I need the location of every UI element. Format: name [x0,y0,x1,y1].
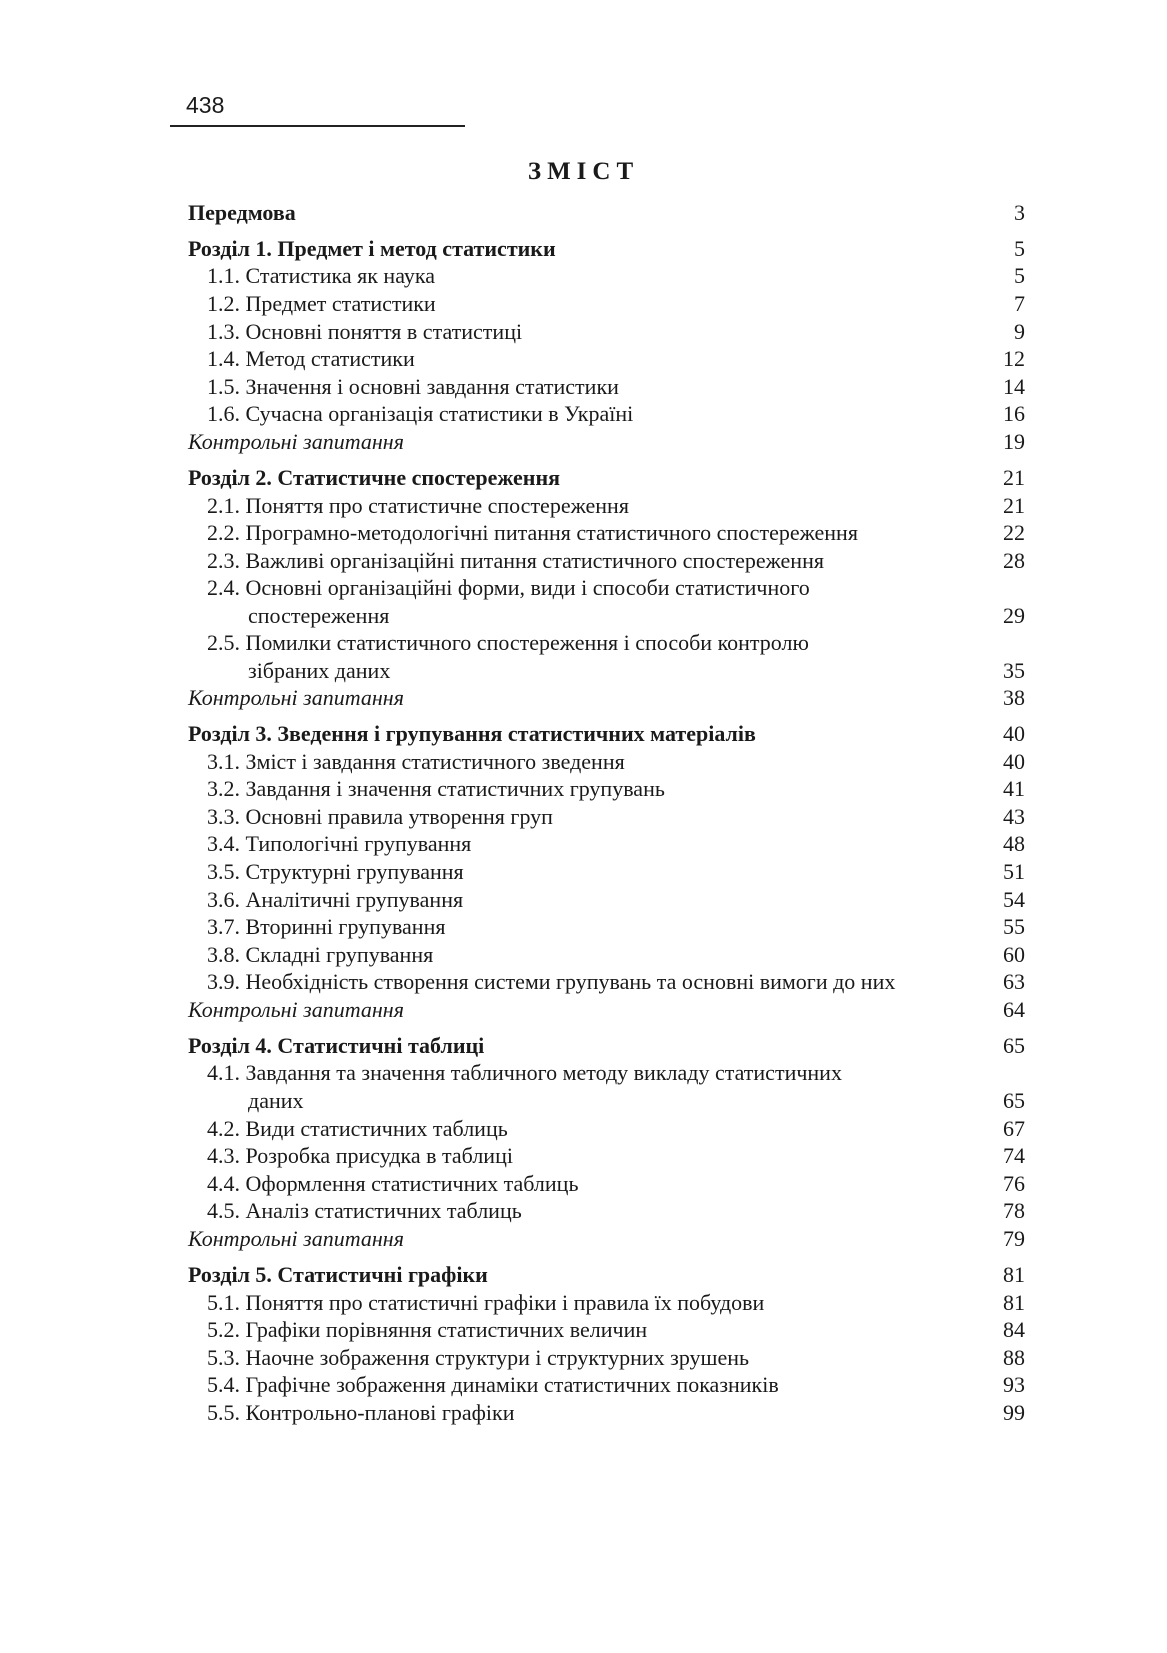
toc-entry [0,1031,1167,1061]
toc-entry [0,1224,1167,1254]
toc-page-number: 5 [1014,263,1025,288]
toc-entry [0,829,1167,859]
toc-questions-label: Контрольні запитання [188,997,404,1022]
toc-entry [0,628,1167,658]
toc-page-number: 93 [1003,1372,1025,1397]
toc-entry-label: спостереження [248,603,390,628]
toc-page-number: 65 [1003,1088,1025,1113]
toc-entry [0,344,1167,374]
toc-entry-label: 2.3. Важливі організаційні питання статистичного спостереження [207,548,824,573]
toc-entry [0,774,1167,804]
toc-entry-label: 4.2. Види статистичних таблиць [207,1116,508,1141]
header-rule [170,125,465,127]
toc-entry [0,1141,1167,1171]
toc-entry [0,885,1167,915]
toc-entry [0,1196,1167,1226]
toc-page-number: 35 [1003,658,1025,683]
toc-page-number: 64 [1003,997,1025,1022]
toc-page-number: 21 [1003,465,1025,490]
toc-page-number: 21 [1003,493,1025,518]
toc-page-number: 76 [1003,1171,1025,1196]
toc-entry [0,995,1167,1025]
toc-page-number: 19 [1003,429,1025,454]
toc-entry-label: 3.9. Необхідність створення системи групувань та основні вимоги до них [207,969,896,994]
toc-entry [0,1343,1167,1373]
toc-entry [0,198,1167,228]
toc-entry [0,912,1167,942]
toc-page-number: 14 [1003,374,1025,399]
toc-section-title: Розділ 3. Зведення і групування статистичних матеріалів [188,721,756,746]
toc-page-number: 81 [1003,1290,1025,1315]
toc-entry [0,940,1167,970]
toc-entry-label: 1.3. Основні поняття в статистиці [207,319,523,344]
toc-section-title: Передмова [188,200,296,225]
toc-page-number: 55 [1003,914,1025,939]
toc-entry-label: 5.4. Графічне зображення динаміки статистичних показників [207,1372,779,1397]
toc-page-number: 12 [1003,346,1025,371]
toc-entry [0,1398,1167,1428]
toc-entry-label: 4.4. Оформлення статистичних таблиць [207,1171,579,1196]
toc-entry-label: 3.8. Складні групування [207,942,434,967]
toc-entry-label: 3.1. Зміст і завдання статистичного зведення [207,749,625,774]
toc-entry-label: 1.4. Метод статистики [207,346,415,371]
toc-entry [0,857,1167,887]
toc-entry [0,1370,1167,1400]
toc-entry-label: 3.5. Структурні групування [207,859,464,884]
toc-page-number: 5 [1014,236,1025,261]
toc-entry [0,372,1167,402]
toc-entry-label: 1.2. Предмет статистики [207,291,436,316]
toc-entry-label: 3.6. Аналітичні групування [207,887,464,912]
toc-page-number: 88 [1003,1345,1025,1370]
toc-page-number: 43 [1003,804,1025,829]
toc-page-number: 79 [1003,1226,1025,1251]
toc-entry-label: 4.1. Завдання та значення табличного методу викладу статистичних [207,1060,842,1085]
toc-title: ЗМІСТ [527,158,640,185]
toc-page-number: 38 [1003,685,1025,710]
toc-entry-label: 1.1. Статистика як наука [207,263,435,288]
toc-entry-label: зібраних даних [248,658,391,683]
toc-entry-label: 4.3. Розробка присудка в таблиці [207,1143,513,1168]
toc-questions-label: Контрольні запитання [188,429,404,454]
toc-entry [0,1114,1167,1144]
toc-questions-label: Контрольні запитання [188,1226,404,1251]
toc-entry [0,463,1167,493]
toc-page-number: 67 [1003,1116,1025,1141]
toc-entry [0,427,1167,457]
toc-page-number: 16 [1003,401,1025,426]
toc-entry [0,399,1167,429]
toc-entry-label: 3.2. Завдання і значення статистичних групувань [207,776,665,801]
toc-entry-label: 3.4. Типологічні групування [207,831,472,856]
toc-entry-label: 1.5. Значення і основні завдання статистики [207,374,619,399]
toc-section-title: Розділ 2. Статистичне спостереження [188,465,561,490]
toc-entry [0,1169,1167,1199]
toc-entry-label: 3.7. Вторинні групування [207,914,446,939]
toc-entry-label: 2.5. Помилки статистичного спостереження і способи контролю [207,630,809,655]
toc-entry-label: 5.1. Поняття про статистичні графіки і правила їх побудови [207,1290,765,1315]
toc-entry-label: 5.2. Графіки порівняння статистичних величин [207,1317,648,1342]
toc-page-number: 29 [1003,603,1025,628]
toc-entry [0,967,1167,997]
toc-page-number: 51 [1003,859,1025,884]
toc-entry [0,573,1167,603]
toc-page-number: 63 [1003,969,1025,994]
toc-section-title: Розділ 5. Статистичні графіки [188,1262,488,1287]
toc-entry [0,1288,1167,1318]
toc-page-number: 84 [1003,1317,1025,1342]
toc-entry [0,1315,1167,1345]
toc-entry-label: 1.6. Сучасна організація статистики в Україні [207,401,634,426]
toc-entry-label: 5.5. Контрольно-планові графіки [207,1400,515,1425]
toc-questions-label: Контрольні запитання [188,685,404,710]
toc-page-number: 99 [1003,1400,1025,1425]
toc-page-number: 9 [1014,319,1025,344]
toc-page-number: 40 [1003,749,1025,774]
toc-page-number: 48 [1003,831,1025,856]
toc-entry [0,1086,1167,1116]
toc-entry-label: 3.3. Основні правила утворення груп [207,804,553,829]
toc-entry [0,289,1167,319]
toc-page-number: 74 [1003,1143,1025,1168]
toc-section-title: Розділ 4. Статистичні таблиці [188,1033,485,1058]
toc-entry [0,1058,1167,1088]
toc-entry [0,317,1167,347]
toc-entry-label: 4.5. Аналіз статистичних таблиць [207,1198,522,1223]
toc-page-number: 41 [1003,776,1025,801]
toc-page-number: 7 [1014,291,1025,316]
toc-entry [0,491,1167,521]
toc-page-number: 3 [1014,200,1025,225]
toc-entry-label: 2.2. Програмно-методологічні питання статистичного спостереження [207,520,858,545]
toc-page-number: 40 [1003,721,1025,746]
toc-entry [0,719,1167,749]
toc-entry [0,234,1167,264]
toc-entry [0,656,1167,686]
toc-entry-label: 5.3. Наочне зображення структури і структурних зрушень [207,1345,750,1370]
toc-page-number: 22 [1003,520,1025,545]
toc-page-number: 65 [1003,1033,1025,1058]
toc-page-number: 60 [1003,942,1025,967]
toc-section-title: Розділ 1. Предмет і метод статистики [188,236,556,261]
toc-entry [0,601,1167,631]
toc-entry [0,802,1167,832]
toc-page-number: 78 [1003,1198,1025,1223]
toc-entry [0,546,1167,576]
toc-entry [0,747,1167,777]
toc-page-number: 81 [1003,1262,1025,1287]
toc-entry [0,518,1167,548]
toc-entry-label: 2.1. Поняття про статистичне спостереження [207,493,629,518]
toc-page-number: 28 [1003,548,1025,573]
toc-entry-label: 2.4. Основні організаційні форми, види і способи статистичного [207,575,810,600]
toc-entry [0,1260,1167,1290]
toc-page-number: 54 [1003,887,1025,912]
toc-entry [0,683,1167,713]
toc-entry-label: даних [248,1088,304,1113]
page-number: 438 [186,92,225,118]
toc-entry [0,261,1167,291]
